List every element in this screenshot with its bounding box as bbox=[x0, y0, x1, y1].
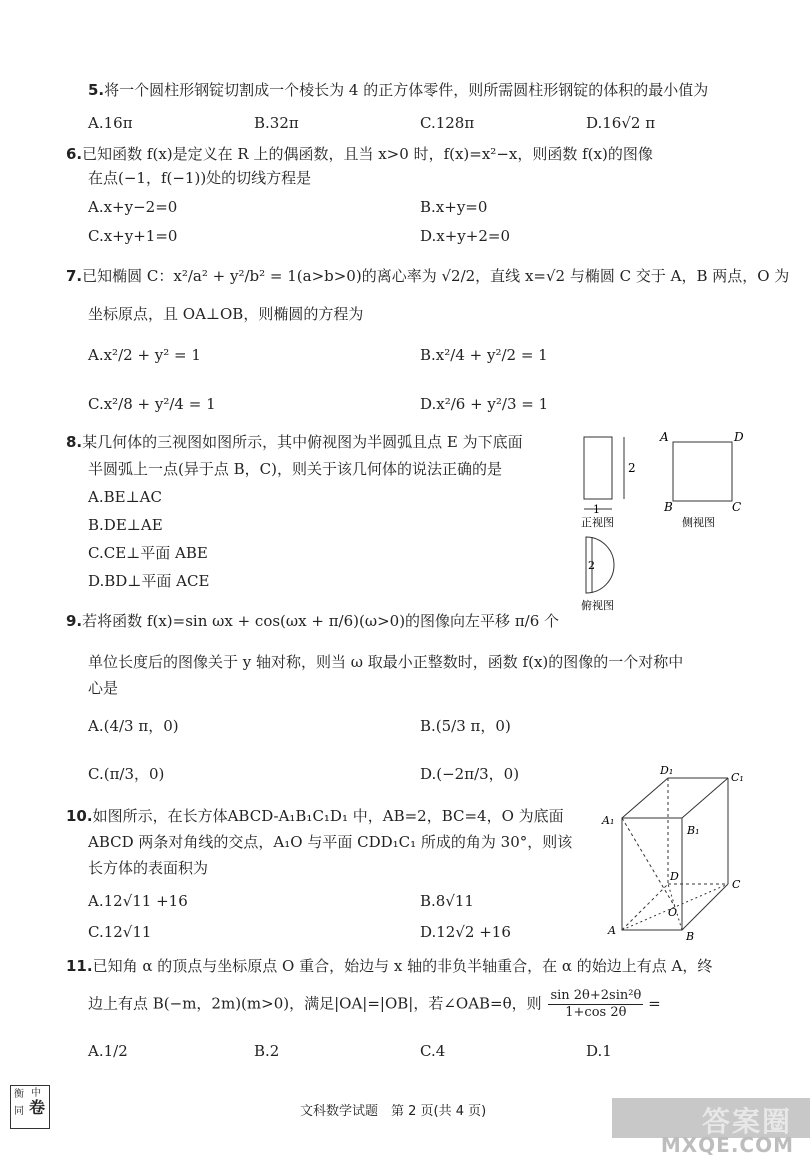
publisher-logo: 衡 中 同 卷 bbox=[10, 1085, 50, 1129]
side-view-label: 侧视图 bbox=[682, 516, 715, 529]
question-6 bbox=[66, 144, 653, 164]
point-label: B bbox=[664, 500, 673, 514]
dim-label: 2 bbox=[628, 461, 636, 475]
option-c: C.CE⊥平面 ABE bbox=[88, 544, 208, 562]
front-view-rect bbox=[584, 437, 612, 499]
page-footer: 文科数学试题 第 2 页(共 4 页) bbox=[300, 1104, 487, 1119]
point-label: D₁ bbox=[660, 764, 674, 777]
point-label: C bbox=[732, 878, 741, 891]
option-c: C.128π bbox=[420, 114, 475, 132]
option-b: B.x²/4 + y²/2 = 1 bbox=[420, 346, 548, 364]
option-a: A.x+y−2=0 bbox=[88, 198, 178, 216]
point-label: A bbox=[660, 430, 669, 444]
option-d: D.(−2π/3，0) bbox=[420, 765, 520, 783]
question-text-line2 bbox=[88, 988, 661, 1021]
question-text-line2: 坐标原点，且 OA⊥OB，则椭圆的方程为 bbox=[88, 305, 364, 323]
question-10 bbox=[66, 806, 564, 826]
option-d: D.16√2 π bbox=[586, 114, 656, 132]
question-text: 边上有点 B(−m，2m)(m>0)，满足|OA|=|OB|，若∠OAB=θ，则 bbox=[88, 994, 542, 1013]
question-number: 9. bbox=[66, 612, 83, 630]
question-number: 11. bbox=[66, 957, 93, 975]
point-label: O bbox=[668, 906, 678, 919]
option-a: A.BE⊥AC bbox=[88, 488, 162, 506]
point-label: A bbox=[608, 924, 616, 937]
point-label: A₁ bbox=[602, 814, 615, 827]
equals-sign: = bbox=[648, 994, 661, 1013]
option-b: B.8√11 bbox=[420, 892, 474, 910]
option-c: C.4 bbox=[420, 1042, 446, 1060]
question-text: 已知椭圆 C：x²/a² + y²/b² = 1(a>b>0)的离心率为 √2/2，直线 x=√2 与椭圆 C 交于 A，B 两点，O 为 bbox=[82, 267, 790, 285]
cuboid-figure bbox=[598, 762, 758, 944]
question-text: 某几何体的三视图如图所示，其中俯视图为半圆弧且点 E 为下底面 bbox=[82, 433, 523, 451]
question-text: 已知角 α 的顶点与坐标原点 O 重合，始边与 x 轴的非负半轴重合，在 α 的始边上有点 A，终 bbox=[92, 957, 713, 975]
point-label: C bbox=[732, 500, 742, 514]
point-label: D bbox=[734, 430, 744, 444]
option-d: D.x²/6 + y²/3 = 1 bbox=[420, 395, 549, 413]
point-label: B₁ bbox=[687, 824, 700, 837]
question-text: 若将函数 f(x)=sin ωx + cos(ωx + π/6)(ω>0)的图像向左平移 π/6 个 bbox=[82, 612, 560, 630]
question-number: 5. bbox=[88, 81, 105, 99]
question-text-line3: 长方体的表面积为 bbox=[88, 859, 209, 877]
fraction-numerator: sin 2θ+2sin²θ bbox=[550, 988, 642, 1003]
option-b: B.x+y=0 bbox=[420, 198, 488, 216]
question-text: 如图所示，在长方体ABCD-A₁B₁C₁D₁ 中，AB=2，BC=4，O 为底面 bbox=[92, 807, 564, 825]
option-b: B.DE⊥AE bbox=[88, 516, 163, 534]
point-label: C₁ bbox=[731, 771, 744, 784]
watermark-url: MXQE.COM bbox=[660, 1133, 794, 1157]
point-label: B bbox=[686, 930, 695, 943]
three-view-figure bbox=[572, 425, 772, 615]
question-7 bbox=[66, 266, 789, 286]
option-c: C.x²/8 + y²/4 = 1 bbox=[88, 395, 216, 413]
fraction bbox=[548, 988, 643, 1021]
option-d: D.BD⊥平面 ACE bbox=[88, 572, 210, 590]
question-text-line2: 单位长度后的图像关于 y 轴对称，则当 ω 取最小正整数时，函数 f(x)的图像的一个对称中 bbox=[88, 653, 684, 671]
question-9 bbox=[66, 611, 559, 631]
option-a: A.x²/2 + y² = 1 bbox=[88, 346, 201, 364]
question-number: 6. bbox=[66, 145, 83, 163]
question-number: 10. bbox=[66, 807, 93, 825]
option-b: B.32π bbox=[254, 114, 299, 132]
side-view-rect bbox=[673, 442, 732, 501]
option-a: A.(4/3 π，0) bbox=[88, 717, 179, 735]
question-11 bbox=[66, 956, 712, 976]
question-8 bbox=[66, 432, 523, 452]
option-c: C.x+y+1=0 bbox=[88, 227, 178, 245]
option-d: D.12√2 +16 bbox=[420, 923, 511, 941]
option-c: C.12√11 bbox=[88, 923, 152, 941]
question-text: 已知函数 f(x)是定义在 R 上的偶函数，且当 x>0 时，f(x)=x²−x，则函数 f(x)的图像 bbox=[82, 145, 653, 163]
front-view-label: 正视图 bbox=[581, 516, 614, 529]
question-text: 将一个圆柱形钢锭切割成一个棱长为 4 的正方体零件，则所需圆柱形钢锭的体积的最小值为 bbox=[104, 81, 709, 99]
option-b: B.(5/3 π，0) bbox=[420, 717, 511, 735]
top-view-label: 俯视图 bbox=[581, 599, 614, 612]
option-c: C.(π/3，0) bbox=[88, 765, 165, 783]
question-text-line2: 半圆弧上一点(异于点 B，C)，则关于该几何体的说法正确的是 bbox=[88, 460, 502, 478]
point-label: D bbox=[670, 870, 679, 883]
question-text-line2: 在点(−1，f(−1))处的切线方程是 bbox=[88, 169, 312, 187]
option-a: A.16π bbox=[88, 114, 133, 132]
question-text-line3: 心是 bbox=[88, 679, 119, 697]
question-5 bbox=[88, 80, 708, 100]
option-d: D.1 bbox=[586, 1042, 612, 1060]
fraction-denominator: 1+cos 2θ bbox=[565, 1005, 627, 1020]
dim-label: 2 bbox=[588, 559, 595, 572]
question-number: 7. bbox=[66, 267, 83, 285]
question-number: 8. bbox=[66, 433, 83, 451]
option-a: A.1/2 bbox=[88, 1042, 128, 1060]
watermark-logo: 答案圈 bbox=[701, 1105, 792, 1138]
question-text-line2: ABCD 两条对角线的交点，A₁O 与平面 CDD₁C₁ 所成的角为 30°，则该 bbox=[88, 833, 573, 851]
option-b: B.2 bbox=[254, 1042, 280, 1060]
option-a: A.12√11 +16 bbox=[88, 892, 188, 910]
dim-label: 1 bbox=[593, 503, 600, 516]
option-d: D.x+y+2=0 bbox=[420, 227, 510, 245]
